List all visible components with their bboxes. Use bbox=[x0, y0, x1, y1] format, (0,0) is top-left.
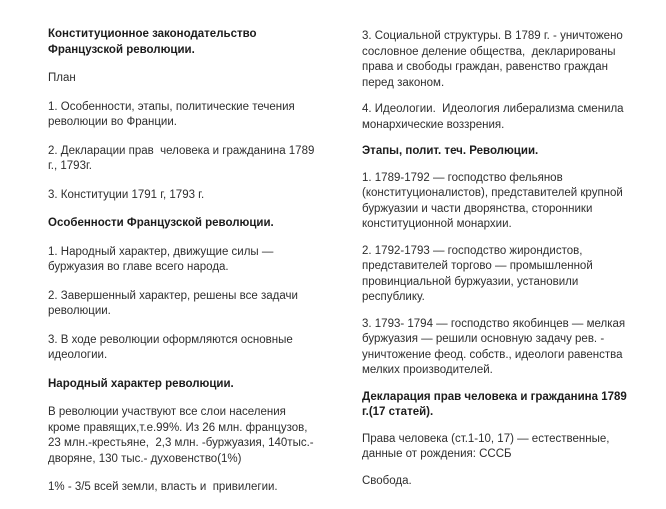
text-line: права и свободы граждан, равенство граждан bbox=[362, 61, 609, 73]
text-line: 2. Декларации прав человека и гражданина 1789 bbox=[48, 144, 315, 157]
section-heading bbox=[362, 390, 652, 421]
paragraph bbox=[48, 333, 340, 364]
text-line: 1% - 3/5 всей земли, власть и привилегии. bbox=[48, 481, 278, 493]
text-line: Декларация прав человека и гражданина 1789 bbox=[362, 390, 627, 403]
text-line: революции. bbox=[48, 305, 111, 317]
paragraph bbox=[48, 480, 340, 496]
section-heading bbox=[48, 216, 340, 232]
text-line: буржуазия — решили основную задачу рев. - bbox=[362, 333, 605, 345]
text-line: буржуазия во главе всего народа. bbox=[48, 261, 229, 273]
text-line: дворяне, 130 тыс.- духовенство(1%) bbox=[48, 452, 242, 465]
text-line: представителей торгово — промышленной bbox=[362, 260, 593, 272]
text-line: Конституционное законодательство bbox=[48, 28, 257, 40]
text-line: данные от рождения: СССБ bbox=[362, 448, 512, 460]
section-heading bbox=[362, 144, 652, 160]
document-column-left bbox=[48, 27, 340, 509]
text-line: г.(17 статей). bbox=[362, 406, 434, 418]
text-line: Этапы, полит. теч. Революции. bbox=[362, 145, 539, 157]
text-line: (конституционалистов), представителей крупной bbox=[362, 187, 623, 199]
paragraph bbox=[48, 188, 340, 204]
paragraph bbox=[362, 474, 652, 490]
text-line: Свобода. bbox=[362, 474, 412, 487]
text-line: идеологии. bbox=[48, 349, 108, 361]
paragraph bbox=[48, 405, 340, 467]
text-line: В революции участвуют все слои населения bbox=[48, 406, 286, 418]
text-line: буржуазии и части дворянства, сторонники bbox=[362, 202, 593, 215]
section-heading bbox=[48, 27, 340, 58]
paragraph bbox=[362, 171, 652, 233]
text-line: 3. Социальной структуры. В 1789 г. - уничтожено bbox=[362, 30, 623, 42]
paragraph bbox=[362, 102, 652, 133]
paragraph bbox=[362, 317, 652, 379]
paragraph bbox=[362, 244, 652, 306]
paragraph bbox=[48, 100, 340, 131]
text-line: План bbox=[48, 72, 76, 84]
text-line: 4. Идеологии. Идеология либерализма сменила bbox=[362, 103, 624, 115]
text-line: кроме правящих,т.е.99%. Из 26 млн. французов, bbox=[48, 421, 308, 434]
text-line: Народный характер революции. bbox=[48, 377, 234, 390]
text-line: г., 1793г. bbox=[48, 160, 92, 172]
section-heading bbox=[48, 377, 340, 393]
text-line: 1. 1789-1792 — господство фельянов bbox=[362, 171, 563, 184]
text-line: мелких производителей. bbox=[362, 364, 493, 376]
text-line: Особенности Французской революции. bbox=[48, 217, 274, 229]
text-line: 3. 1793- 1794 — господство якобинцев — мелкая bbox=[362, 317, 626, 330]
text-line: перед законом. bbox=[362, 76, 445, 89]
document-column-right bbox=[362, 29, 652, 500]
text-line: монархические воззрения. bbox=[362, 118, 505, 131]
text-line: 1. Особенности, этапы, политические течения bbox=[48, 100, 295, 113]
paragraph bbox=[48, 289, 340, 320]
text-line: 3. В ходе революции оформляются основные bbox=[48, 333, 293, 346]
paragraph bbox=[48, 71, 340, 87]
paragraph bbox=[362, 29, 652, 91]
text-line: 23 млн.-крестьяне, 2,3 млн. -буржуазия, 140тыс.- bbox=[48, 437, 314, 449]
text-line: провинциальной буржуазии, установили bbox=[362, 275, 579, 288]
text-line: 2. 1792-1793 — господство жирондистов, bbox=[362, 244, 583, 257]
text-line: 2. Завершенный характер, решены все задачи bbox=[48, 289, 298, 302]
text-line: конституционной монархии. bbox=[362, 218, 512, 230]
text-line: 3. Конституции 1791 г, 1793 г. bbox=[48, 188, 205, 201]
text-line: уничтожение феод. собств., идеологи равенства bbox=[362, 348, 623, 361]
text-line: сословное деление общества, декларированы bbox=[362, 45, 616, 58]
text-line: Права человека (ст.1-10, 17) — естественные, bbox=[362, 432, 610, 445]
text-line: Французской революции. bbox=[48, 43, 195, 56]
paragraph bbox=[48, 144, 340, 175]
text-line: республику. bbox=[362, 291, 425, 303]
text-line: 1. Народный характер, движущие силы — bbox=[48, 245, 274, 258]
paragraph bbox=[48, 245, 340, 276]
paragraph bbox=[362, 432, 652, 463]
text-line: революции во Франции. bbox=[48, 116, 177, 128]
